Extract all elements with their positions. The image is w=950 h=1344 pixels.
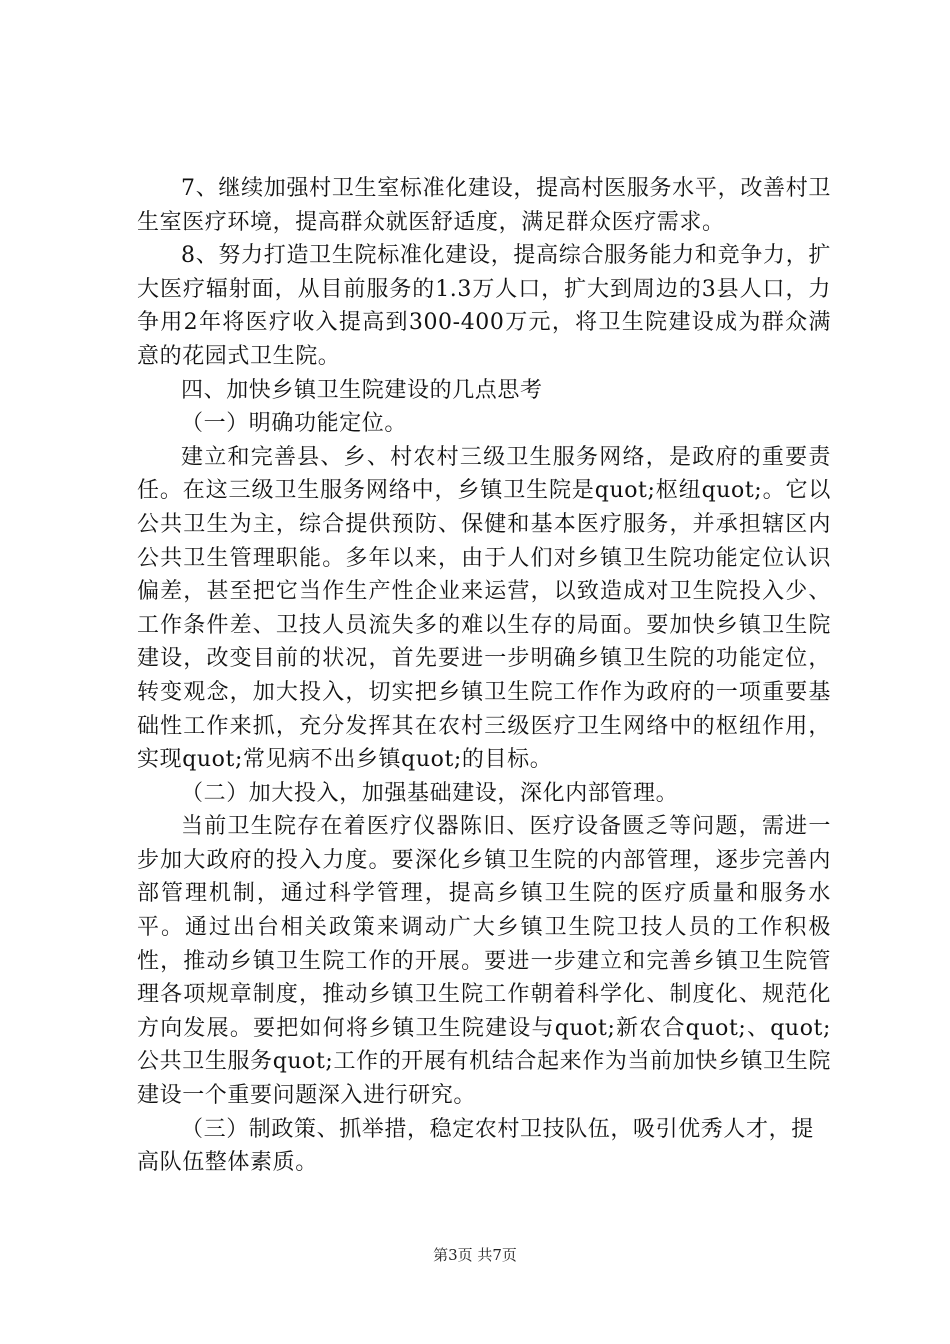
paragraph-item-8: 8、努力打造卫生院标准化建设，提高综合服务能力和竞争力，扩大医疗辐射面，从目前服务的1.3万人口，扩大到周边的3县人口，力争用2年将医疗收入提高到300-400万元，将卫生院建设成为群众满意的花园式卫生院。 xyxy=(137,243,831,369)
document-body xyxy=(137,172,831,1180)
paragraph-investment-management: 当前卫生院存在着医疗仪器陈旧、医疗设备匮乏等问题，需进一步加大政府的投入力度。要深化乡镇卫生院的内部管理，逐步完善内部管理机制，通过科学管理，提高乡镇卫生院的医疗质量和服务水平。通过出台相关政策来调动广大乡镇卫生院卫技人员的工作积极性，推动乡镇卫生院工作的开展。要进一步建立和完善乡镇卫生院管理各项规章制度，推动乡镇卫生院工作朝着科学化、制度化、规范化方向发展。要把如何将乡镇卫生院建设与quot;新农合quot;、quot;公共卫生服务quot;工作的开展有机结合起来作为当前加快乡镇卫生院建设一个重要问题深入进行研究。 xyxy=(137,814,831,1109)
section-heading-4: 四、加快乡镇卫生院建设的几点思考 xyxy=(181,377,543,403)
page-number-footer: 第3页 共7页 xyxy=(433,1246,517,1264)
paragraph-item-7: 7、继续加强村卫生室标准化建设，提高村医服务水平，改善村卫生室医疗环境，提高群众就医舒适度，满足群众医疗需求。 xyxy=(137,176,831,235)
subsection-heading-1: （一）明确功能定位。 xyxy=(181,411,408,437)
paragraph-function-positioning: 建立和完善县、乡、村农村三级卫生服务网络，是政府的重要责任。在这三级卫生服务网络中，乡镇卫生院是quot;枢纽quot;。它以公共卫生为主，综合提供预防、保健和基本医疗服务，并承担辖区内公共卫生管理职能。多年以来，由于人们对乡镇卫生院功能定位认识偏差，甚至把它当作生产性企业来运营，以致造成对卫生院投入少、工作条件差、卫技人员流失多的难以生存的局面。要加快乡镇卫生院建设，改变目前的状况，首先要进一步明确乡镇卫生院的功能定位，转变观念，加大投入，切实把乡镇卫生院工作作为政府的一项重要基础性工作来抓，充分发挥其在农村三级医疗卫生网络中的枢纽作用，实现quot;常见病不出乡镇quot;的目标。 xyxy=(137,444,831,773)
subsection-heading-2: （二）加大投入，加强基础建设，深化内部管理。 xyxy=(181,780,679,806)
subsection-heading-3: （三）制政策、抓举措，稳定农村卫技队伍，吸引优秀人才，提高队伍整体素质。 xyxy=(137,1116,814,1176)
